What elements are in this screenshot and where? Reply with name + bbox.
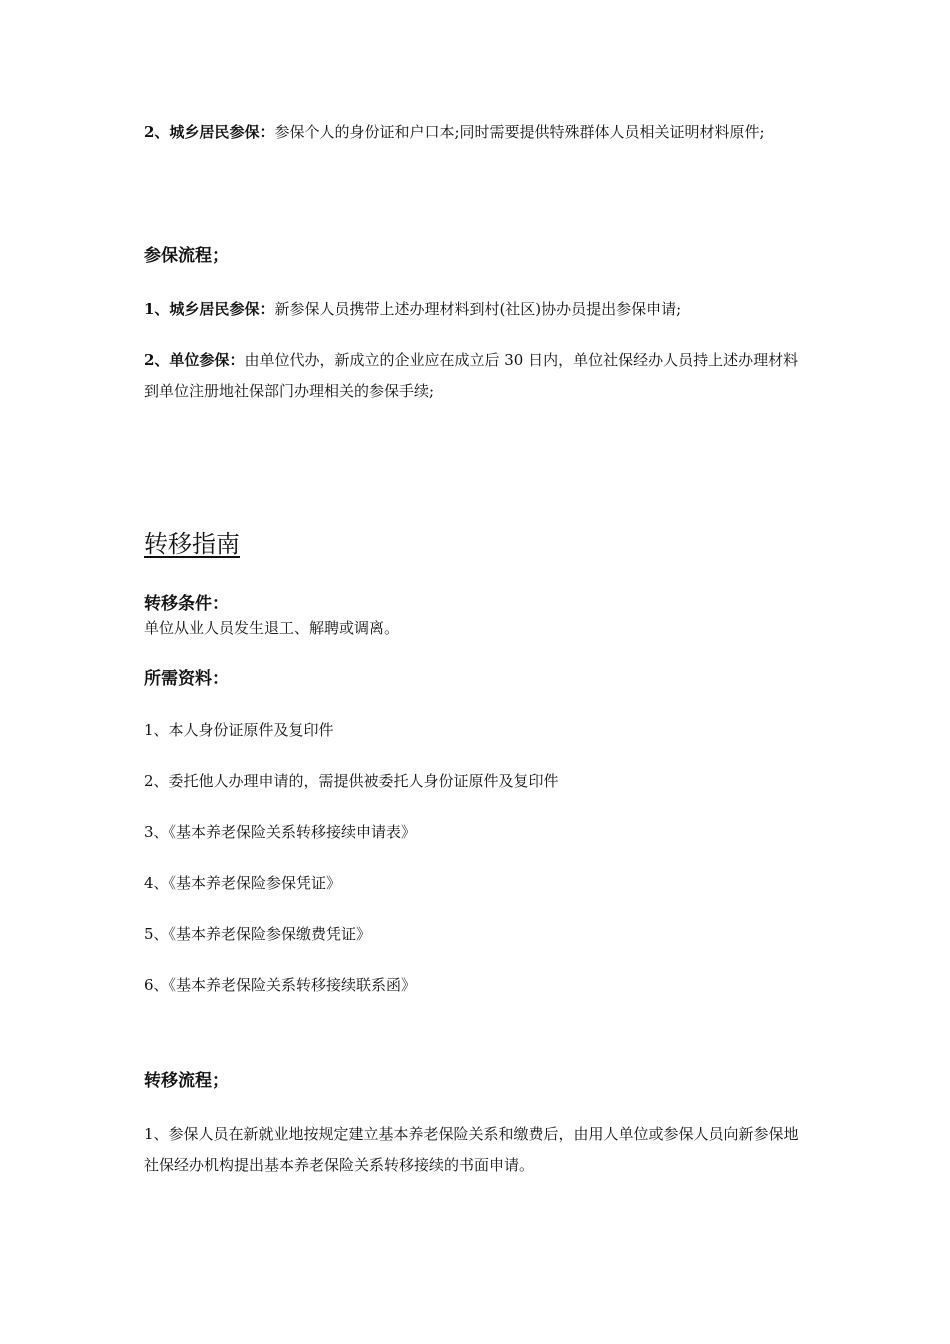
enroll-process-item-2-label: 2、单位参保： — [144, 351, 245, 369]
enroll-process-item-1-text: 新参保人员携带上述办理材料到村(社区)协办员提出参保申请; — [274, 300, 682, 318]
materials-item: 6、《基本养老保险关系转移接续联系函》 — [144, 976, 417, 994]
enroll-process-item-1 — [144, 294, 809, 325]
enroll-process-heading: 参保流程； — [144, 246, 229, 266]
materials-item: 3、《基本养老保险关系转移接续申请表》 — [144, 823, 417, 841]
materials-item: 1、本人身份证原件及复印件 — [144, 721, 334, 739]
transfer-title: 转移指南 — [144, 530, 240, 558]
enroll-item-2-text: 参保个人的身份证和户口本;同时需要提供特殊群体人员相关证明材料原件; — [274, 123, 765, 141]
materials-item: 4、《基本养老保险参保凭证》 — [144, 874, 342, 892]
materials-item: 2、委托他人办理申请的，需提供被委托人身份证原件及复印件 — [144, 772, 559, 790]
transfer-conditions-text: 单位从业人员发生退工、解聘或调离。 — [144, 619, 400, 637]
enroll-process-item-1-label: 1、城乡居民参保： — [144, 300, 275, 318]
enroll-item-2-label: 2、城乡居民参保： — [144, 123, 275, 141]
enroll-process-item-2 — [144, 345, 809, 407]
transfer-conditions-heading: 转移条件： — [144, 594, 229, 614]
enroll-process-item-2-text: 由单位代办，新成立的企业应在成立后 30 日内，单位社保经办人员持上述办理材料到单位注册地社保部门办理相关的参保手续; — [144, 351, 799, 400]
transfer-process-item-1: 1、参保人员在新就业地按规定建立基本养老保险关系和缴费后，由用人单位或参保人员向新参保地社保经办机构提出基本养老保险关系转移接续的书面申请。 — [144, 1125, 799, 1174]
materials-item: 5、《基本养老保险参保缴费凭证》 — [144, 925, 372, 943]
enroll-item-2 — [144, 117, 809, 148]
transfer-materials-heading: 所需资料： — [144, 669, 229, 689]
transfer-process-heading: 转移流程； — [144, 1071, 229, 1091]
